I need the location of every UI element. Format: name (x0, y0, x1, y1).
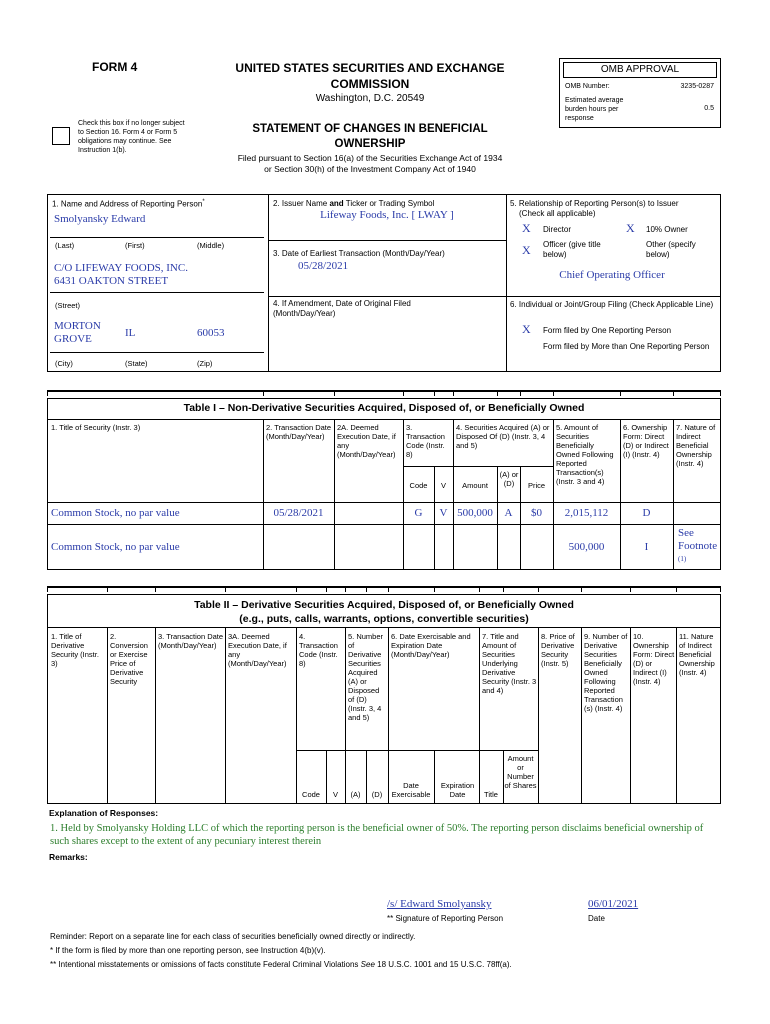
t2-col3a-header: 3A. Deemed Execution Date, if any (Month/Day/Year) (228, 632, 287, 668)
t1-col1-header: 1. Title of Security (Instr. 3) (51, 423, 141, 432)
table2-subtitle: (e.g., puts, calls, warrants, options, convertible securities) (239, 613, 529, 625)
t1-r2-form: I (644, 541, 649, 553)
table2-title (47, 598, 721, 626)
t2-col5-header: 5. Number of Derivative Securities Acquired (A) or Disposed of (D) (Instr. 3, 4 and 5) (348, 632, 384, 722)
t1-sub-code: Code (409, 481, 428, 490)
state-value: IL (125, 327, 136, 339)
t2-col3-header: 3. Transaction Date (Month/Day/Year) (158, 632, 224, 650)
first-label: (First) (125, 241, 145, 250)
box1-label: 1. Name and Address of Reporting Person* (52, 199, 205, 209)
t1-col7-header: 7. Nature of Indirect Beneficial Ownership (Instr. 4) (676, 423, 716, 468)
t1-r1-aord: A (504, 507, 513, 519)
t1-col4-header: 4. Securities Acquired (A) or Disposed Of (D) (Instr. 3, 4 and 5) (456, 423, 550, 450)
officer-mark[interactable]: X (522, 243, 531, 257)
state-label: (State) (125, 359, 148, 368)
address-line1: C/O LIFEWAY FOODS, INC. (54, 262, 188, 274)
t2-sub-a: (A) (350, 790, 361, 799)
t1-sub-aord: (A) or (D) (499, 470, 519, 488)
form-title: FORM 4 (92, 60, 138, 74)
t2-col6-header: 6. Date Exercisable and Expiration Date (Month/Day/Year) (391, 632, 471, 659)
t2-sub-v: V (332, 790, 338, 799)
ten-percent-owner-label: 10% Owner (646, 225, 688, 234)
t1-col5-header: 5. Amount of Securities Beneficially Owned Following Reported Transaction(s) (Instr. 3 and 4) (556, 423, 614, 486)
t1-r2-title: Common Stock, no par value (51, 541, 180, 553)
ten-percent-owner-mark[interactable]: X (626, 221, 635, 235)
statement-line2: OWNERSHIP (334, 138, 406, 150)
note-misstatements: ** Intentional misstatements or omissions of facts constitute Federal Criminal Violations See 18 U.S.C. 1001 and 15 U.S.C. 78ff(a). (50, 960, 512, 969)
explanation-text: 1. Held by Smolyansky Holding LLC of which the reporting person is the beneficial owner of 50%. The reporting person disclaims beneficial ownership of such shares except to the extent of any pecuniary interest therein (50, 823, 704, 847)
earliest-transaction-date: 05/28/2021 (298, 260, 349, 272)
director-label: Director (543, 225, 572, 234)
t1-r1-amount: 500,000 (457, 507, 493, 519)
agency-location: Washington, D.C. 20549 (315, 93, 425, 104)
box1-label-mark: * (202, 199, 205, 205)
t2-col2-header: 2. Conversion or Exercise Price of Derivative Security (110, 632, 148, 686)
box2-label: 2. Issuer Name and Ticker or Trading Symbol (273, 199, 435, 208)
t1-r1-form: D (642, 507, 651, 519)
explanation-label: Explanation of Responses: (49, 808, 159, 818)
checkbox-label: Check this box if no longer subject to Section 16. Form 4 or Form 5 obligations may continue. See Instruction 1(b). (78, 120, 185, 154)
box5-sublabel: (Check all applicable) (519, 209, 596, 218)
t1-r2-owned: 500,000 (568, 541, 605, 553)
one-person-mark[interactable]: X (522, 322, 531, 336)
signature-date: 06/01/2021 (588, 898, 639, 910)
t2-sub-expiration: Expiration Date (440, 781, 475, 799)
no-longer-subject-checkbox[interactable] (52, 127, 70, 145)
t1-r1-owned: 2,015,112 (564, 507, 609, 519)
omb-number-value: 3235-0287 (680, 83, 714, 90)
filed-pursuant-line1: Filed pursuant to Section 16(a) of the Securities Exchange Act of 1934 (237, 153, 503, 163)
t2-col1-header: 1. Title of Derivative Security (Instr. 3) (51, 632, 99, 668)
table1-title: Table I – Non-Derivative Securities Acquired, Disposed of, or Beneficially Owned (183, 402, 585, 414)
reminder-text: Reminder: Report on a separate line for each class of securities beneficially owned directly or indirectly. (50, 932, 416, 941)
omb-title: OMB APPROVAL (563, 62, 717, 78)
agency-line2: COMMISSION (330, 77, 410, 91)
zip-value: 60053 (197, 327, 225, 339)
t1-sub-amount: Amount (462, 481, 488, 490)
t1-r1-code: G (414, 507, 423, 519)
note-multiple-persons: * If the form is filed by more than one reporting person, see Instruction 4(b)(v). (50, 946, 326, 955)
t1-col2-header: 2. Transaction Date (Month/Day/Year) (266, 423, 332, 441)
agency-line1: UNITED STATES SECURITIES AND EXCHANGE (235, 61, 505, 75)
t1-r1-title: Common Stock, no par value (51, 507, 180, 519)
t2-sub-code: Code (302, 790, 320, 799)
t2-col9-header: 9. Number of Derivative Securities Beneficially Owned Following Reported Transaction (s) (Instr. 4) (584, 632, 628, 713)
t1-r2-nature: See Footnote (678, 527, 718, 552)
omb-number-label: OMB Number: (565, 83, 610, 90)
middle-label: (Middle) (197, 241, 225, 250)
city-label: (City) (55, 359, 73, 368)
t1-col3-header: 3. Transaction Code (Instr. 8) (406, 423, 445, 459)
issuer-name: Lifeway Foods, Inc. [ LWAY ] (320, 209, 454, 221)
signature-label: ** Signature of Reporting Person (387, 914, 504, 923)
t1-col6-header: 6. Ownership Form: Direct (D) or Indirect (I) (Instr. 4) (623, 423, 669, 459)
t1-r1-price: $0 (531, 507, 542, 519)
reporting-address (54, 262, 188, 288)
box6-label: 6. Individual or Joint/Group Filing (Check Applicable Line) (510, 300, 714, 309)
filed-pursuant-line2: or Section 30(h) of the Investment Company Act of 1940 (264, 164, 476, 174)
street-label: (Street) (55, 301, 81, 310)
officer-title: Chief Operating Officer (559, 269, 665, 281)
box3-label: 3. Date of Earliest Transaction (Month/Day/Year) (273, 249, 445, 258)
statement-title (210, 122, 530, 152)
filed-pursuant (210, 153, 530, 175)
t2-sub-exercisable: Date Exercisable (391, 781, 431, 799)
t2-col4-header: 4. Transaction Code (Instr. 8) (299, 632, 338, 668)
statement-line1: STATEMENT OF CHANGES IN BENEFICIAL (252, 123, 488, 135)
t2-sub-amount: Amount or Number of Shares (504, 754, 537, 790)
agency-name (210, 60, 530, 92)
t1-r1-v: V (439, 507, 448, 519)
t1-col2a-header: 2A. Deemed Execution Date, if any (Month/Day/Year) (337, 423, 396, 459)
table2-title-line: Table II – Derivative Securities Acquired, Disposed of, or Beneficially Owned (194, 599, 574, 611)
box4-label: 4. If Amendment, Date of Original Filed (Month/Day/Year) (273, 299, 411, 318)
reporting-person-name: Smolyansky Edward (54, 213, 146, 225)
date-label: Date (588, 914, 605, 923)
t2-col10-header: 10. Ownership Form: Direct (D) or Indirect (I) (Instr. 4) (633, 632, 675, 686)
last-label: (Last) (55, 241, 75, 250)
t1-r2-footnote-ref[interactable]: (1) (678, 555, 687, 563)
omb-burden-value: 0.5 (704, 105, 714, 112)
other-label: Other (specify below) (646, 240, 696, 259)
omb-approval-box (559, 58, 721, 128)
zip-label: (Zip) (197, 359, 213, 368)
t2-col7-header: 7. Title and Amount of Securities Underlying Derivative Security (Instr. 3 and 4) (482, 632, 537, 695)
city-value: MORTON GROVE (54, 320, 101, 345)
t1-sub-price: Price (527, 481, 546, 490)
box5-label: 5. Relationship of Reporting Person(s) to Issuer (510, 199, 679, 208)
t1-r1-date: 05/28/2021 (273, 507, 324, 519)
remarks-label: Remarks: (49, 852, 88, 862)
omb-burden-label: Estimated average burden hours per response (565, 97, 624, 122)
signature-value: /s/ Edward Smolyansky (387, 898, 492, 910)
t2-col11-header: 11. Nature of Indirect Beneficial Ownership (Instr. 4) (679, 632, 715, 677)
t2-col8-header: 8. Price of Derivative Security (Instr. 5) (541, 632, 575, 668)
multi-person-label: Form filed by More than One Reporting Person (543, 342, 710, 351)
t2-sub-title: Title (484, 790, 498, 799)
one-person-label: Form filed by One Reporting Person (543, 326, 672, 335)
director-mark[interactable]: X (522, 221, 531, 235)
officer-label: Officer (give title below) (543, 240, 601, 259)
t1-sub-v: V (440, 481, 446, 490)
t2-sub-d: (D) (371, 790, 383, 799)
address-line2: 6431 OAKTON STREET (54, 275, 169, 287)
